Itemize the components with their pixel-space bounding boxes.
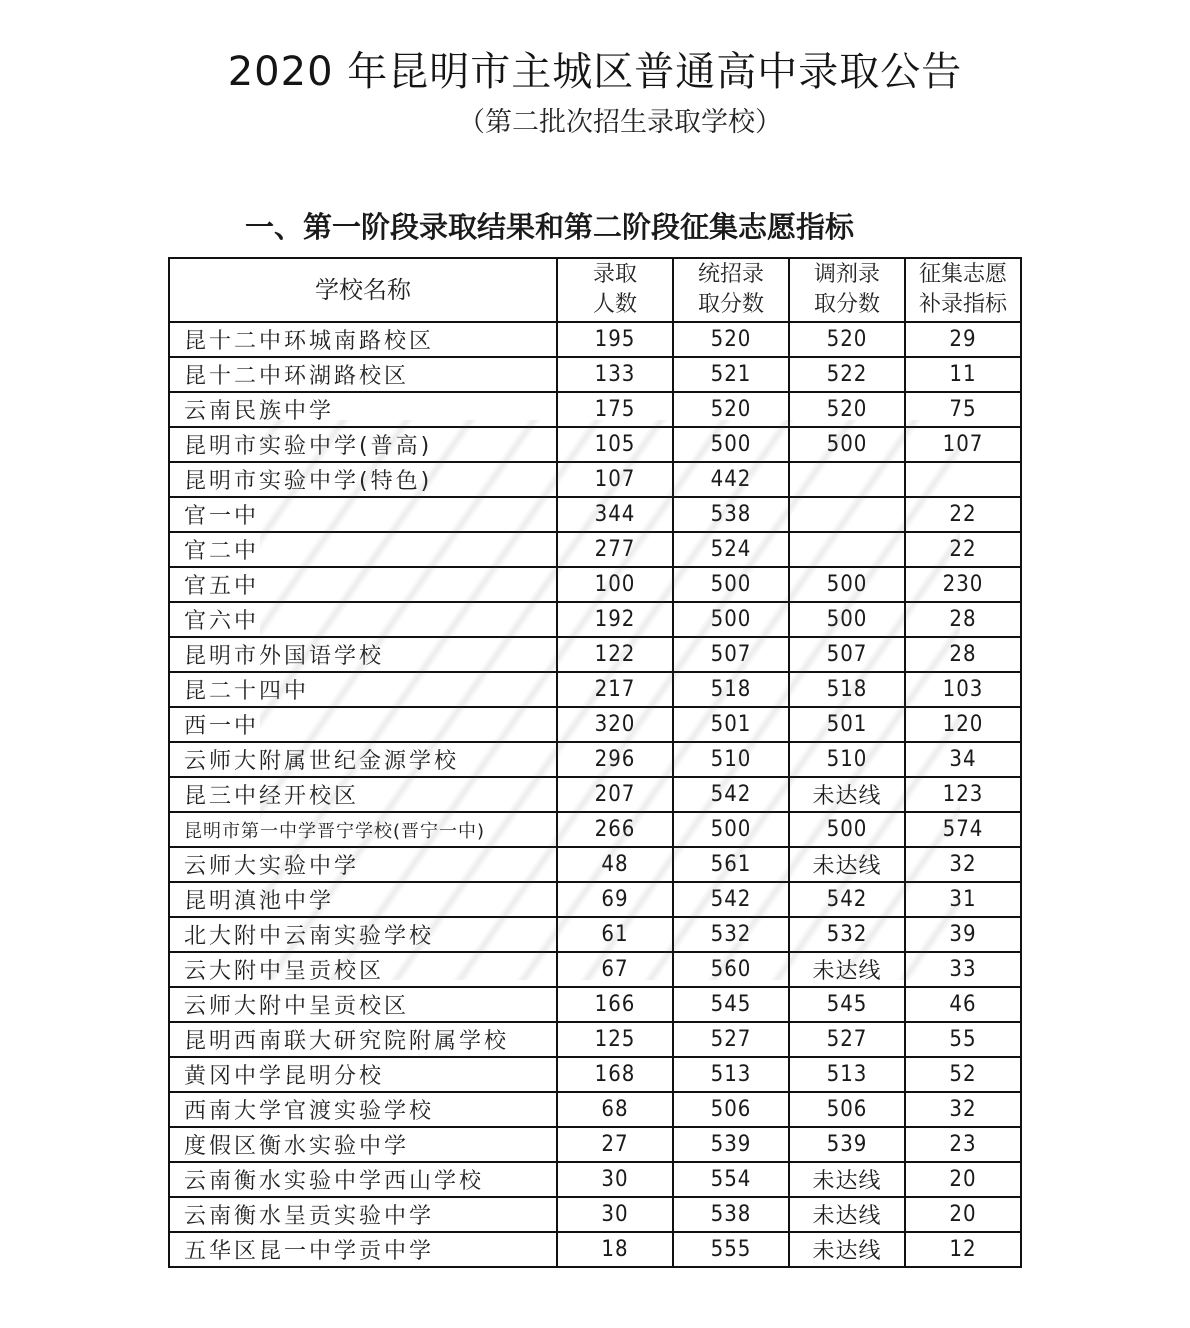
cell-adjusted-score: 500 <box>789 427 905 462</box>
cell-adjusted-score: 500 <box>789 812 905 847</box>
table-header-row <box>169 258 1021 322</box>
cell-school-name: 昆二十四中 <box>169 672 557 707</box>
cell-supplement-quota: 29 <box>905 322 1021 357</box>
cell-school-name: 云南衡水呈贡实验中学 <box>169 1197 557 1232</box>
cell-unified-score: 506 <box>673 1092 789 1127</box>
cell-admitted-count: 61 <box>557 917 673 952</box>
cell-school-name: 官二中 <box>169 532 557 567</box>
cell-adjusted-score: 未达线 <box>789 952 905 987</box>
cell-supplement-quota: 34 <box>905 742 1021 777</box>
cell-unified-score: 539 <box>673 1127 789 1162</box>
cell-admitted-count: 18 <box>557 1232 673 1267</box>
table-row <box>169 1232 1021 1267</box>
cell-school-name: 云师大附属世纪金源学校 <box>169 742 557 777</box>
cell-unified-score: 500 <box>673 567 789 602</box>
cell-supplement-quota: 28 <box>905 602 1021 637</box>
cell-school-name: 昆明市第一中学晋宁学校(晋宁一中) <box>169 812 557 847</box>
table-row <box>169 497 1021 532</box>
table-row <box>169 987 1021 1022</box>
cell-adjusted-score: 501 <box>789 707 905 742</box>
cell-admitted-count: 107 <box>557 462 673 497</box>
admission-table <box>168 257 1022 1268</box>
cell-adjusted-score: 518 <box>789 672 905 707</box>
cell-supplement-quota: 103 <box>905 672 1021 707</box>
cell-unified-score: 538 <box>673 497 789 532</box>
cell-admitted-count: 105 <box>557 427 673 462</box>
cell-school-name: 西南大学官渡实验学校 <box>169 1092 557 1127</box>
cell-unified-score: 520 <box>673 392 789 427</box>
cell-unified-score: 510 <box>673 742 789 777</box>
cell-admitted-count: 30 <box>557 1162 673 1197</box>
cell-supplement-quota: 33 <box>905 952 1021 987</box>
header-unified-score <box>673 258 789 322</box>
header-label-line1: 录取 <box>592 262 637 287</box>
cell-school-name: 官一中 <box>169 497 557 532</box>
cell-supplement-quota: 46 <box>905 987 1021 1022</box>
cell-school-name: 昆十二中环城南路校区 <box>169 322 557 357</box>
header-label-line2: 取分数 <box>697 292 764 317</box>
table-row <box>169 392 1021 427</box>
table-row <box>169 462 1021 497</box>
cell-supplement-quota: 23 <box>905 1127 1021 1162</box>
cell-supplement-quota: 574 <box>905 812 1021 847</box>
cell-admitted-count: 67 <box>557 952 673 987</box>
cell-school-name: 昆明滇池中学 <box>169 882 557 917</box>
cell-unified-score: 561 <box>673 847 789 882</box>
cell-unified-score: 520 <box>673 322 789 357</box>
cell-supplement-quota: 107 <box>905 427 1021 462</box>
cell-admitted-count: 344 <box>557 497 673 532</box>
cell-supplement-quota: 12 <box>905 1232 1021 1267</box>
table-row <box>169 952 1021 987</box>
cell-adjusted-score <box>789 497 905 532</box>
cell-admitted-count: 69 <box>557 882 673 917</box>
cell-school-name: 西一中 <box>169 707 557 742</box>
cell-school-name: 云大附中呈贡校区 <box>169 952 557 987</box>
table-row <box>169 602 1021 637</box>
cell-school-name: 官六中 <box>169 602 557 637</box>
cell-adjusted-score: 507 <box>789 637 905 672</box>
cell-school-name: 五华区昆一中学贡中学 <box>169 1232 557 1267</box>
table-row <box>169 1127 1021 1162</box>
cell-supplement-quota: 75 <box>905 392 1021 427</box>
cell-admitted-count: 30 <box>557 1197 673 1232</box>
cell-adjusted-score: 500 <box>789 567 905 602</box>
section-heading: 一、第一阶段录取结果和第二阶段征集志愿指标 <box>245 210 855 244</box>
table-row <box>169 777 1021 812</box>
table-row <box>169 1057 1021 1092</box>
header-label: 学校名称 <box>315 276 411 304</box>
header-label-line1: 征集志愿 <box>918 262 1007 287</box>
cell-unified-score: 507 <box>673 637 789 672</box>
cell-school-name: 昆明市外国语学校 <box>169 637 557 672</box>
header-adjusted-score <box>789 258 905 322</box>
cell-adjusted-score: 542 <box>789 882 905 917</box>
cell-school-name: 云师大附中呈贡校区 <box>169 987 557 1022</box>
header-label-line1: 统招录 <box>697 262 764 287</box>
cell-unified-score: 527 <box>673 1022 789 1057</box>
cell-adjusted-score: 未达线 <box>789 1197 905 1232</box>
cell-school-name: 昆明市实验中学(特色) <box>169 462 557 497</box>
cell-admitted-count: 296 <box>557 742 673 777</box>
document-title: 2020 年昆明市主城区普通高中录取公告 <box>227 49 963 95</box>
cell-school-name: 云南民族中学 <box>169 392 557 427</box>
cell-school-name: 北大附中云南实验学校 <box>169 917 557 952</box>
cell-adjusted-score: 510 <box>789 742 905 777</box>
table-row <box>169 1092 1021 1127</box>
header-label-line1: 调剂录 <box>813 262 880 287</box>
document-subtitle: （第二批次招生录取学校） <box>458 107 782 138</box>
cell-admitted-count: 266 <box>557 812 673 847</box>
cell-admitted-count: 27 <box>557 1127 673 1162</box>
cell-adjusted-score: 532 <box>789 917 905 952</box>
cell-supplement-quota: 32 <box>905 1092 1021 1127</box>
cell-supplement-quota: 28 <box>905 637 1021 672</box>
cell-unified-score: 501 <box>673 707 789 742</box>
cell-supplement-quota: 120 <box>905 707 1021 742</box>
cell-adjusted-score: 未达线 <box>789 777 905 812</box>
cell-school-name: 度假区衡水实验中学 <box>169 1127 557 1162</box>
cell-admitted-count: 125 <box>557 1022 673 1057</box>
cell-supplement-quota: 39 <box>905 917 1021 952</box>
cell-supplement-quota: 11 <box>905 357 1021 392</box>
table-row <box>169 742 1021 777</box>
cell-school-name: 云南衡水实验中学西山学校 <box>169 1162 557 1197</box>
cell-admitted-count: 175 <box>557 392 673 427</box>
cell-school-name: 昆三中经开校区 <box>169 777 557 812</box>
header-label-line2: 取分数 <box>813 292 880 317</box>
cell-unified-score: 560 <box>673 952 789 987</box>
cell-supplement-quota <box>905 462 1021 497</box>
cell-school-name: 昆十二中环湖路校区 <box>169 357 557 392</box>
cell-supplement-quota: 31 <box>905 882 1021 917</box>
table-row <box>169 637 1021 672</box>
cell-adjusted-score: 539 <box>789 1127 905 1162</box>
table-row <box>169 1197 1021 1232</box>
cell-adjusted-score: 520 <box>789 392 905 427</box>
cell-admitted-count: 100 <box>557 567 673 602</box>
cell-adjusted-score: 500 <box>789 602 905 637</box>
cell-school-name: 官五中 <box>169 567 557 602</box>
cell-adjusted-score: 545 <box>789 987 905 1022</box>
cell-unified-score: 532 <box>673 917 789 952</box>
table-row <box>169 1162 1021 1197</box>
cell-unified-score: 521 <box>673 357 789 392</box>
cell-supplement-quota: 22 <box>905 497 1021 532</box>
table-row <box>169 847 1021 882</box>
cell-admitted-count: 320 <box>557 707 673 742</box>
cell-adjusted-score: 522 <box>789 357 905 392</box>
cell-supplement-quota: 52 <box>905 1057 1021 1092</box>
cell-admitted-count: 166 <box>557 987 673 1022</box>
cell-unified-score: 518 <box>673 672 789 707</box>
cell-school-name: 昆明市实验中学(普高) <box>169 427 557 462</box>
cell-school-name: 昆明西南联大研究院附属学校 <box>169 1022 557 1057</box>
cell-admitted-count: 195 <box>557 322 673 357</box>
table-row <box>169 357 1021 392</box>
cell-admitted-count: 192 <box>557 602 673 637</box>
cell-unified-score: 500 <box>673 602 789 637</box>
cell-admitted-count: 217 <box>557 672 673 707</box>
cell-school-name: 黄冈中学昆明分校 <box>169 1057 557 1092</box>
cell-admitted-count: 133 <box>557 357 673 392</box>
cell-unified-score: 442 <box>673 462 789 497</box>
cell-supplement-quota: 20 <box>905 1162 1021 1197</box>
table-row <box>169 917 1021 952</box>
cell-admitted-count: 68 <box>557 1092 673 1127</box>
table-row <box>169 322 1021 357</box>
cell-supplement-quota: 230 <box>905 567 1021 602</box>
cell-unified-score: 554 <box>673 1162 789 1197</box>
cell-admitted-count: 122 <box>557 637 673 672</box>
cell-admitted-count: 207 <box>557 777 673 812</box>
cell-adjusted-score: 未达线 <box>789 847 905 882</box>
cell-unified-score: 524 <box>673 532 789 567</box>
cell-supplement-quota: 123 <box>905 777 1021 812</box>
cell-adjusted-score: 未达线 <box>789 1232 905 1267</box>
cell-unified-score: 513 <box>673 1057 789 1092</box>
table-row <box>169 567 1021 602</box>
table-row <box>169 427 1021 462</box>
header-admitted-count <box>557 258 673 322</box>
cell-unified-score: 555 <box>673 1232 789 1267</box>
table-row <box>169 882 1021 917</box>
cell-adjusted-score: 513 <box>789 1057 905 1092</box>
header-school-name <box>169 258 557 322</box>
cell-adjusted-score: 506 <box>789 1092 905 1127</box>
cell-admitted-count: 48 <box>557 847 673 882</box>
cell-unified-score: 542 <box>673 777 789 812</box>
cell-admitted-count: 168 <box>557 1057 673 1092</box>
header-label-line2: 补录指标 <box>918 292 1007 317</box>
cell-adjusted-score <box>789 462 905 497</box>
cell-supplement-quota: 55 <box>905 1022 1021 1057</box>
cell-supplement-quota: 20 <box>905 1197 1021 1232</box>
cell-supplement-quota: 22 <box>905 532 1021 567</box>
cell-supplement-quota: 32 <box>905 847 1021 882</box>
header-supplement-quota <box>905 258 1021 322</box>
cell-adjusted-score <box>789 532 905 567</box>
header-label-line2: 人数 <box>592 292 637 317</box>
table-row <box>169 812 1021 847</box>
table-row <box>169 672 1021 707</box>
cell-school-name: 云师大实验中学 <box>169 847 557 882</box>
cell-unified-score: 545 <box>673 987 789 1022</box>
cell-unified-score: 500 <box>673 812 789 847</box>
cell-adjusted-score: 未达线 <box>789 1162 905 1197</box>
cell-admitted-count: 277 <box>557 532 673 567</box>
cell-unified-score: 538 <box>673 1197 789 1232</box>
table-row <box>169 1022 1021 1057</box>
cell-adjusted-score: 520 <box>789 322 905 357</box>
cell-adjusted-score: 527 <box>789 1022 905 1057</box>
cell-unified-score: 542 <box>673 882 789 917</box>
table-row <box>169 707 1021 742</box>
table-row <box>169 532 1021 567</box>
cell-unified-score: 500 <box>673 427 789 462</box>
